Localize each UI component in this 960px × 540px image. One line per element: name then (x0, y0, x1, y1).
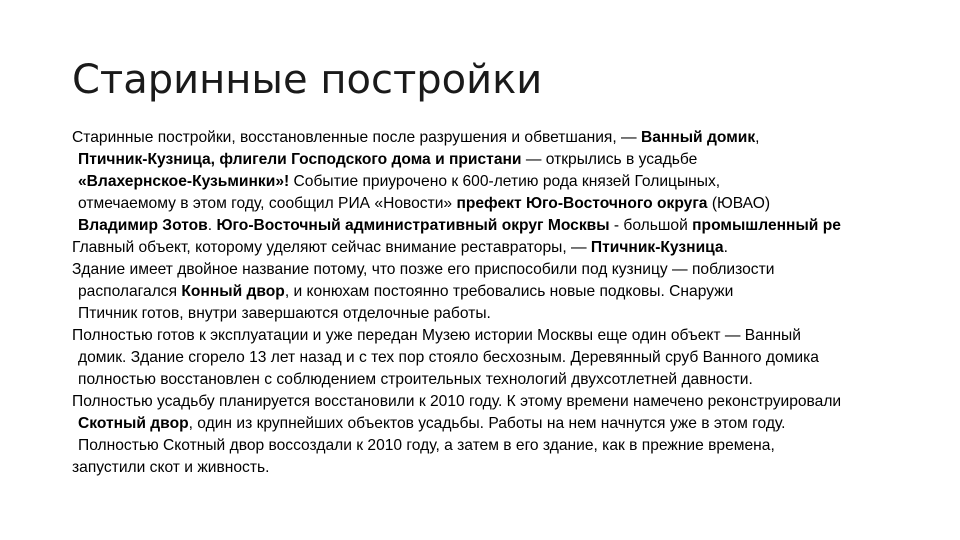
text-segment: запустили скот и живность. (72, 459, 270, 476)
text-segment: Полностью усадьбу планируется восстановили к 2010 году. К этому времени намечено реконструировали (72, 393, 842, 410)
bold-text-segment: Ванный домик (640, 129, 756, 146)
text-segment: отмечаемому в этом году, сообщил РИА «Новости» (78, 195, 457, 212)
text-segment: - большой (609, 217, 693, 234)
text-line (72, 193, 960, 215)
text-line (72, 413, 960, 435)
text-segment: Птичник готов, внутри завершаются отделочные работы. (78, 305, 491, 322)
text-line (72, 369, 960, 391)
text-line (72, 325, 960, 347)
text-line (72, 149, 960, 171)
text-line (72, 435, 960, 457)
text-line (72, 127, 960, 149)
text-segment: . (207, 217, 217, 234)
text-line (72, 259, 960, 281)
text-segment: Старинные постройки, восстановленные после разрушения и обветшания, — (72, 129, 641, 146)
bold-text-segment: Птичник-Кузница, флигели Господского дома и пристани (78, 151, 522, 168)
bold-text-segment: префект Юго-Восточного округа (456, 195, 708, 212)
bold-text-segment: Птичник-Кузница (590, 239, 724, 256)
text-segment: , один из крупнейших объектов усадьбы. Работы на нем начнутся уже в этом году. (188, 415, 786, 432)
text-line (72, 171, 960, 193)
text-segment: , и конюхам постоянно требовались новые подковы. Снаружи (284, 283, 734, 300)
text-segment: располагался (78, 283, 182, 300)
text-line (72, 237, 960, 259)
text-line (72, 347, 960, 369)
text-segment: Полностью Скотный двор воссоздали к 2010 году, а затем в его здание, как в прежние времена, (78, 437, 775, 454)
bold-text-segment: Юго-Восточный административный округ Москвы (216, 217, 610, 234)
text-line (72, 391, 960, 413)
text-segment: Главный объект, которому уделяют сейчас внимание реставраторы, — (72, 239, 591, 256)
text-line (72, 281, 960, 303)
text-line (72, 457, 960, 479)
text-segment: . (723, 239, 728, 256)
text-segment: Здание имеет двойное название потому, что позже его приспособили под кузницу — поблизости (72, 261, 775, 278)
text-segment: — открылись в усадьбе (521, 151, 698, 168)
text-line (72, 215, 960, 237)
slide-body-text (72, 127, 960, 479)
text-segment: домик. Здание сгорело 13 лет назад и с тех пор стояло бесхозным. Деревянный сруб Ванного домика (78, 349, 819, 366)
text-line (72, 303, 960, 325)
text-segment: Полностью готов к эксплуатации и уже передан Музею истории Москвы еще один объект — Ванный (72, 327, 801, 344)
slide-title: Старинные постройки (72, 57, 543, 103)
bold-text-segment: Владимир Зотов (78, 217, 208, 234)
bold-text-segment: промышленный ре (692, 217, 841, 234)
bold-text-segment: Скотный двор (78, 415, 189, 432)
text-segment: Событие приурочено к 600-летию рода князей Голицыных, (289, 173, 721, 190)
text-segment: (ЮВАО) (707, 195, 771, 212)
bold-text-segment: Конный двор (181, 283, 285, 300)
text-segment: , (755, 129, 760, 146)
text-segment: полностью восстановлен с соблюдением строительных технологий двухсотлетней давности. (78, 371, 753, 388)
bold-text-segment: «Влахернское-Кузьминки»! (78, 173, 290, 190)
